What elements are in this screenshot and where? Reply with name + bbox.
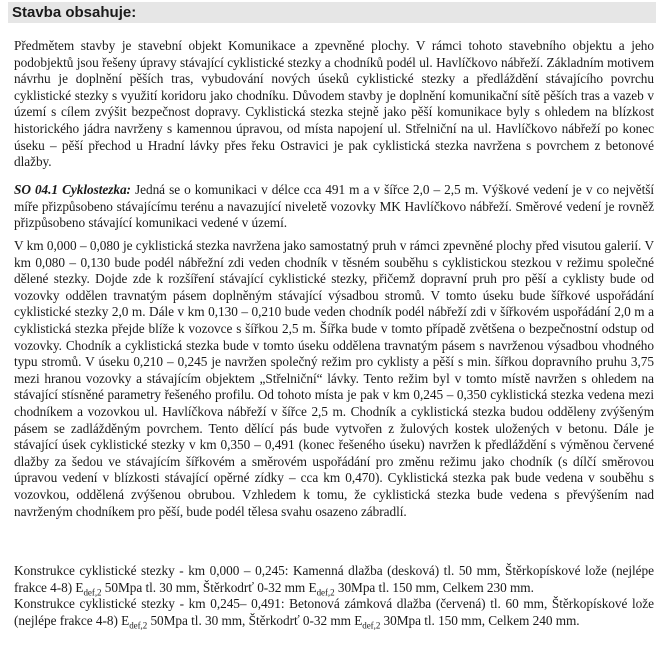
paragraph-construction: [14, 563, 654, 629]
construction-2-part-a: Konstrukce cyklistické stezky - km 0,245– 0,491: Betonová zámková dlažba (červená) tl. 60 mm, Štěrkopískové lože (nejlépe frakce 4-8) E: [14, 596, 654, 628]
paragraph-route-description: V km 0,000 – 0,080 je cyklistická stezka navržena jako samostatný pruh v rámci zpevněné plochy před visutou galerií. V km 0,080 – 0,130 bude podél nábřežní zdi veden chodník v těsném souběhu s cyklistickou stezkou v režimu společné dělené stezky. Dojde zde k rozšíření stávající cyklistické stezky, přičemž dopravní pruh pro pěší a cyklisty bude od vozovky oddělen travnatým pásem doplněným stávající výsadbou stromů. V tomto úseku bude šířkové uspořádání cyklistické stezky 2,0 m. Dále v km 0,130 – 0,210 bude veden chodník podél nábřeží zdi v šířkovém uspořádání 2,0 m a cyklistická stezka přejde blíže k vozovce s šířkou 2,5 m. Šířka bude v tomto případě zvětšena o bezpečnostní odstup od vozovky. Chodník a cyklistická stezka bude v tomto úseku oddělena travnatým pásem s navrženou výsadbou vhodného typu stromů. V úseku 0,210 – 0,245 je navržen společný režim pro cyklisty a pěší s min. šířkou dopravního pruhu 3,75 mezi hranou vozovky a stávajícím objektem „Střelniční“ lávky. Tento režim byl v tomto místě navržen s ohledem na stávající stísněné parametry řešeného profilu. Od tohoto místa je pak v km 0,245 – 0,350 cyklistická stezka vedena mezi chodníkem a vozovkou ul. Havlíčkova nábřeží v šířce 2,5 m. Chodník a cyklistická stezka budou odděleny zvýšeným pásem se zadlážděným povrchem. Tento dělící pás bude vytvořen z žulových kostek uložených v betonu. Dále je stávající úsek cyklistické stezky v km 0,350 – 0,491 (konec řešeného úseku) navržen k předláždění s výměnou červené dlažby za šedou ve stávajícím šířkovém a směrovém uspořádání pro změnu režimu jako chodník (s dílčí směrovou úpravou vedení v blízkosti stávající opěrné zídky – cca km 0,470). Cyklistická stezka pak bude vedena v souběhu s vozovkou, oddělená zvýšenou obrubou. Vzhledem k tomu, že cyklistická stezka bude vedena s převýšením nad navrženým chodníkem pro pěší, bude podél tělesa svahu osazeno zábradlí.: [14, 238, 654, 519]
construction-1-part-a: Konstrukce cyklistické stezky - km 0,000 – 0,245: Kamenná dlažba (desková) tl. 50 mm, Štěrkopískové lože (nejlépe frakce 4-8) E: [14, 563, 654, 595]
construction-1-part-b: 50Mpa tl. 30 mm, Štěrkodrť 0-32 mm E: [101, 579, 317, 595]
construction-2-sub-b: def,2: [362, 620, 381, 631]
construction-2-part-b: 50Mpa tl. 30 mm, Štěrkodrť 0-32 mm E: [147, 612, 363, 628]
paragraph-so041: [14, 182, 654, 232]
so041-label: SO 04.1 Cyklostezka:: [14, 182, 131, 197]
construction-1-sub-a: def,2: [83, 587, 102, 598]
construction-1-part-c: 30Mpa tl. 150 mm, Celkem 230 mm.: [334, 579, 534, 595]
construction-1-sub-b: def,2: [316, 587, 335, 598]
so041-text: Jedná se o komunikaci v délce cca 491 m a v šířce 2,0 – 2,5 m. Výškové vedení je v co největší míře přizpůsobeno stávajícímu terénu a navazující niveletě vozovky MK Havlíčkovo nábřeží. Směrové vedení je rovněž přizpůsobeno stávající komunikaci vedené v území.: [14, 182, 654, 231]
construction-2-part-c: 30Mpa tl. 150 mm, Celkem 240 mm.: [380, 612, 580, 628]
section-heading: Stavba obsahuje:: [8, 2, 656, 23]
paragraph-intro: Předmětem stavby je stavební objekt Komunikace a zpevněné plochy. V rámci tohoto stavebního objektu a jeho podobjektů jsou řešeny úpravy stávající cyklistické stezky a chodníků podél ul. Havlíčkovo nábřeží. Základním motivem návrhu je doplnění pěších tras, vybudování nových úseků cyklistické stezky a předláždění stávajícího povrchu cyklistické stezky s využití koridoru jako chodníku. Důvodem stavby je doplnění komunikační sítě pěších tras a vazeb v území s cílem zvýšit bezpečnost dopravy. Cyklistická stezka stejně jako pěší komunikace byly s ohledem na blízkost historického jádra navrženy s kamennou úpravou, od místa napojení ul. Střelniční na ul. Havlíčkovo nábřeží po konec úseku – pěší přechod u Hradní lávky přes řeku Ostravici je pak cyklistická stezka navržena s povrchem z betonové dlažby.: [14, 38, 654, 170]
construction-2-sub-a: def,2: [129, 620, 148, 631]
